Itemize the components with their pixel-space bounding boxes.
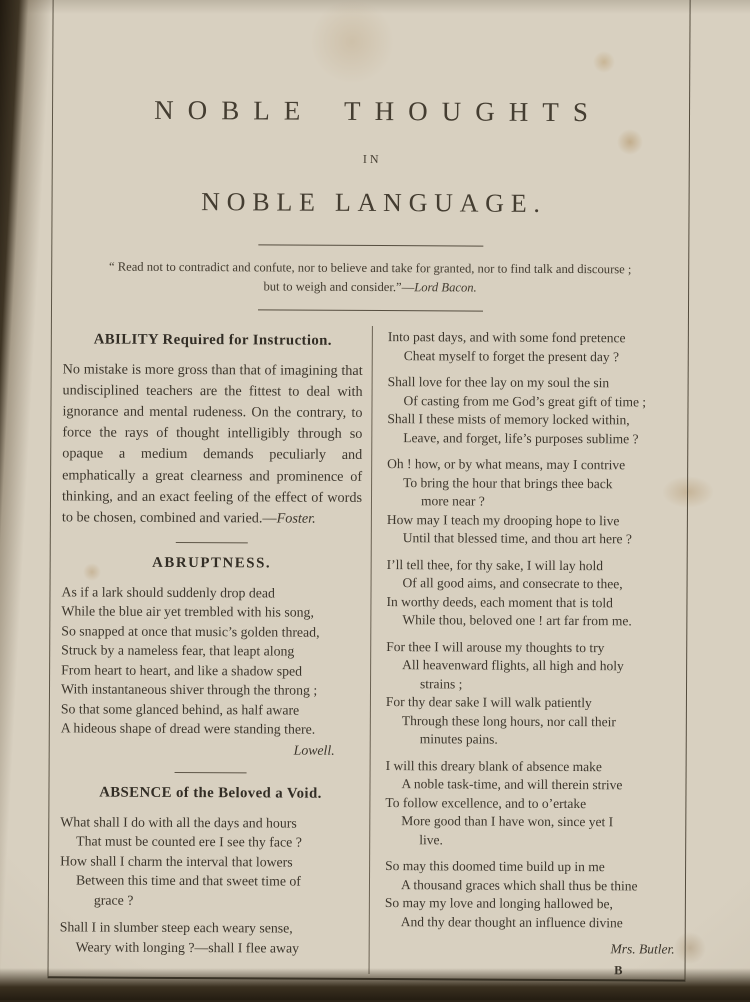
poem-line: Shall I in slumber steep each weary sense, <box>59 919 293 936</box>
book-title-line2: IN <box>362 151 382 167</box>
poem-line: Oh ! how, or by what means, may I contrive <box>387 456 626 473</box>
poem-line: And thy dear thought an influence divine <box>400 913 623 930</box>
poem-stanza <box>386 638 685 751</box>
poem-line: A noble task-time, and will therein strive <box>401 776 623 793</box>
poem-line: Between this time and that sweet time of <box>75 872 301 889</box>
poem-line: Struck by a nameless fear, that leapt along <box>61 642 295 659</box>
poem-stanza <box>385 757 683 851</box>
epigraph-line1: “ Read not to contradict and confute, nor to believe and take for granted, nor to find talk and discourse ; <box>108 259 632 277</box>
section-divider-rule <box>176 542 248 543</box>
section-heading-absence: ABSENCE of the Beloved a Void. <box>99 784 322 802</box>
poem-line: From heart to heart, and like a shadow sped <box>61 661 303 679</box>
poem-line: To follow excellence, and to o’ertake <box>385 794 587 811</box>
poem-stanza <box>385 857 683 933</box>
ability-attribution: Foster. <box>276 510 316 527</box>
poem-line: All heavenward flights, all high and holy <box>402 657 624 674</box>
poem-line: more near ? <box>420 493 485 509</box>
poem-line: So may my love and longing hallowed be, <box>384 895 613 912</box>
section-divider-rule <box>175 772 247 773</box>
poem-line: Shall love for thee lay on my soul the sin <box>387 374 610 391</box>
poem-line: More good than I have won, since yet I <box>401 813 614 830</box>
epigraph-attribution: Lord Bacon. <box>414 280 477 295</box>
epigraph <box>80 257 660 298</box>
poem-line: live. <box>419 831 443 847</box>
title-divider-rule <box>258 244 483 246</box>
poem-line: How shall I charm the interval that lowers <box>60 852 293 870</box>
poem-line: Until that blessed time, and thou art here ? <box>402 530 632 547</box>
poem-line: A thousand graces which shall thus be thine <box>400 876 638 893</box>
poem-line: Weary with longing ?—shall I flee away <box>75 939 300 956</box>
section-heading-abruptness: ABRUPTNESS. <box>152 554 272 572</box>
poem-stanza <box>387 455 685 549</box>
poem-line: grace ? <box>93 892 134 908</box>
poem-line: Shall I these mists of memory locked within, <box>387 411 630 428</box>
poem-line: To bring the hour that brings thee back <box>403 474 613 491</box>
poem-line: While thou, beloved one ! art far from me. <box>402 612 632 629</box>
ability-paragraph <box>62 359 363 530</box>
epigraph-divider-rule <box>257 309 482 311</box>
epigraph-line2: but to weigh and consider.”— <box>263 279 415 295</box>
poem-line: minutes pains. <box>419 731 498 747</box>
book-title-line1: NOBLE THOUGHTS <box>154 94 603 128</box>
poem-stanza <box>386 556 684 632</box>
poem-line: strains ; <box>420 675 463 691</box>
poem-stanza <box>388 328 686 367</box>
abruptness-poem <box>61 582 362 760</box>
poem-line: Of all good aims, and consecrate to thee, <box>402 575 623 592</box>
poem-line: A hideous shape of dread were standing there. <box>60 720 316 737</box>
abruptness-attribution: Lowell. <box>293 742 335 758</box>
book-title-line3: NOBLE LANGUAGE. <box>201 187 547 218</box>
poem-line: For thy dear sake I will walk patiently <box>385 694 592 711</box>
poem-line: Cheat myself to forget the present day ? <box>403 347 620 364</box>
poem-line: What shall I do with all the days and hours <box>60 813 297 831</box>
absence-stanza-2 <box>60 917 360 958</box>
poem-line: I will this dreary blank of absence make <box>385 757 602 774</box>
poem-line: How may I teach my drooping hope to live <box>386 511 620 528</box>
poem-line: While the blue air yet trembled with his song, <box>61 603 314 620</box>
poem-line: Leave, and forget, life’s purposes sublime ? <box>403 429 639 446</box>
poem-line: Into past days, and with some fond pretence <box>387 329 626 346</box>
section-heading-ability: ABILITY Required for Instruction. <box>93 331 332 349</box>
poem-line: As if a lark should suddenly drop dead <box>61 583 275 601</box>
two-column-text <box>49 324 688 975</box>
poem-line: Of casting from me God’s great gift of time ; <box>403 392 647 409</box>
right-column <box>370 326 688 976</box>
page-border-frame <box>47 0 690 982</box>
poem-line: That must be counted ere I see thy face ? <box>76 833 302 850</box>
poem-line: So that some glanced behind, as half aware <box>60 700 300 718</box>
poem-line: So snapped at once that music’s golden thread, <box>61 622 320 640</box>
poem-line: In worthy deeds, each moment that is told <box>386 593 613 610</box>
ability-paragraph-text: No mistake is more gross than that of imagining that undisciplined teachers are the fittest to deal with ignorance and mental rudeness. On the contrary, to force the rays of thought intelligibly through so opaque a medium demands peculiarly and emphatically a great clearness and prominence of thinking, and an exact feeling of the effect of words to be chosen, combined and varied.— <box>61 360 363 527</box>
left-column <box>49 324 373 974</box>
poem-stanza <box>387 373 685 449</box>
poem-line: Through these long hours, nor call their <box>401 712 616 729</box>
poem-line: I’ll tell thee, for thy sake, I will lay hold <box>386 556 604 573</box>
poem-line: So may this doomed time build up in me <box>385 858 605 875</box>
absence-stanza-1 <box>60 812 361 911</box>
poem-line: For thee I will arouse my thoughts to try <box>386 638 605 655</box>
printers-signature-mark: B <box>614 962 623 977</box>
poem-line: With instantaneous shiver through the throng ; <box>60 681 318 698</box>
poem-attribution: Mrs. Butler. <box>610 941 675 957</box>
